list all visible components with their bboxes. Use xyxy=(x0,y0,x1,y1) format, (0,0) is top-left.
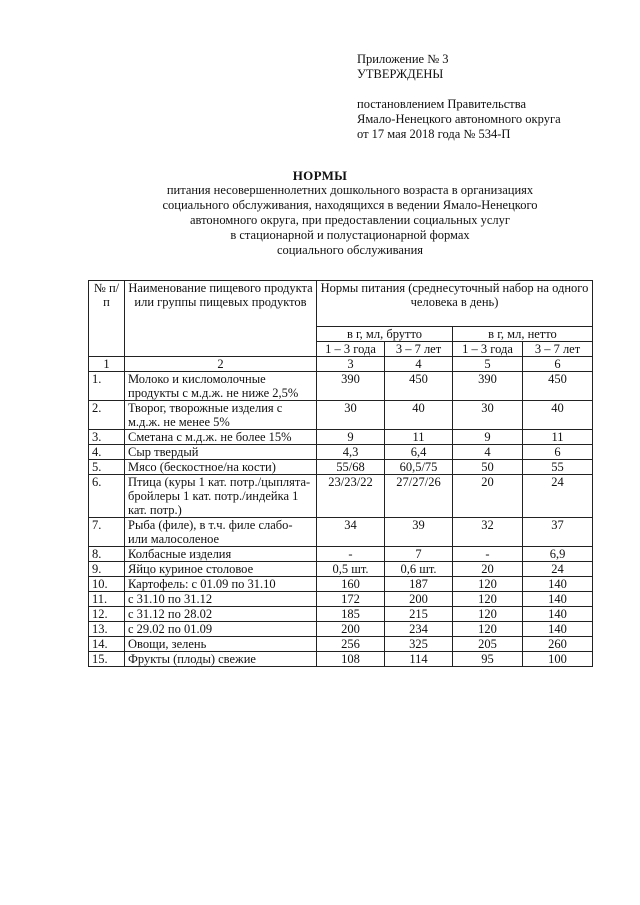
net-1-3: 20 xyxy=(453,475,523,518)
approved-label: УТВЕРЖДЕНЫ xyxy=(357,67,444,81)
net-1-3: 120 xyxy=(453,607,523,622)
row-number: 11. xyxy=(89,592,125,607)
gross-3-7: 450 xyxy=(385,372,453,401)
row-number: 6. xyxy=(89,475,125,518)
gross-1-3: 185 xyxy=(317,607,385,622)
decree-line: от 17 мая 2018 года № 534-П xyxy=(357,127,511,141)
product-name: Птица (куры 1 кат. потр./цыплята-бройлеры 1 кат. потр./индейка 1 кат. потр.) xyxy=(125,475,317,518)
net-1-3: 95 xyxy=(453,652,523,667)
header-age: 1 – 3 года xyxy=(317,342,385,357)
column-number: 6 xyxy=(523,357,593,372)
row-number: 8. xyxy=(89,547,125,562)
product-name: с 29.02 по 01.09 xyxy=(125,622,317,637)
table-row xyxy=(89,637,593,652)
net-3-7: 450 xyxy=(523,372,593,401)
column-number: 4 xyxy=(385,357,453,372)
gross-1-3: 4,3 xyxy=(317,445,385,460)
net-1-3: 32 xyxy=(453,518,523,547)
gross-3-7: 325 xyxy=(385,637,453,652)
net-1-3: 4 xyxy=(453,445,523,460)
net-1-3: 120 xyxy=(453,622,523,637)
product-name: Молоко и кисломолочные продукты с м.д.ж. не ниже 2,5% xyxy=(125,372,317,401)
net-1-3: 205 xyxy=(453,637,523,652)
row-number: 3. xyxy=(89,430,125,445)
gross-1-3: 0,5 шт. xyxy=(317,562,385,577)
subtitle-line: социального обслуживания xyxy=(276,243,424,257)
row-number: 2. xyxy=(89,401,125,430)
table-row xyxy=(89,460,593,475)
net-3-7: 6,9 xyxy=(523,547,593,562)
product-name: Творог, творожные изделия с м.д.ж. не менее 5% xyxy=(125,401,317,430)
table-row xyxy=(89,652,593,667)
table-row xyxy=(89,547,593,562)
gross-1-3: 390 xyxy=(317,372,385,401)
product-name: Сметана с м.д.ж. не более 15% xyxy=(125,430,317,445)
product-name: с 31.12 по 28.02 xyxy=(125,607,317,622)
product-name: Яйцо куриное столовое xyxy=(125,562,317,577)
net-1-3: - xyxy=(453,547,523,562)
row-number: 9. xyxy=(89,562,125,577)
product-name: Мясо (бескостное/на кости) xyxy=(125,460,317,475)
table-row xyxy=(89,430,593,445)
product-name: Рыба (филе), в т.ч. филе слабо- или малосоленое xyxy=(125,518,317,547)
table-row xyxy=(89,372,593,401)
product-name: Овощи, зелень xyxy=(125,637,317,652)
row-number: 15. xyxy=(89,652,125,667)
row-number: 13. xyxy=(89,622,125,637)
gross-3-7: 40 xyxy=(385,401,453,430)
row-number: 4. xyxy=(89,445,125,460)
net-3-7: 24 xyxy=(523,475,593,518)
document-subtitle xyxy=(90,183,610,258)
row-number: 12. xyxy=(89,607,125,622)
product-name: Картофель: с 01.09 по 31.10 xyxy=(125,577,317,592)
net-3-7: 140 xyxy=(523,607,593,622)
approval-block xyxy=(357,52,561,142)
table-row xyxy=(89,577,593,592)
subtitle-line: питания несовершеннолетних дошкольного возраста в организациях xyxy=(166,183,534,197)
decree-line: постановлением Правительства xyxy=(357,97,527,111)
gross-3-7: 200 xyxy=(385,592,453,607)
table-row xyxy=(89,592,593,607)
decree-line: Ямало-Ненецкого автономного округа xyxy=(357,112,561,126)
header-norms: Нормы питания (среднесуточный набор на одного человека в день) xyxy=(317,281,593,327)
gross-3-7: 215 xyxy=(385,607,453,622)
gross-3-7: 0,6 шт. xyxy=(385,562,453,577)
header-age: 3 – 7 лет xyxy=(523,342,593,357)
gross-3-7: 27/27/26 xyxy=(385,475,453,518)
gross-1-3: 256 xyxy=(317,637,385,652)
table-row xyxy=(89,518,593,547)
net-3-7: 6 xyxy=(523,445,593,460)
gross-3-7: 11 xyxy=(385,430,453,445)
table-row xyxy=(89,562,593,577)
gross-1-3: 108 xyxy=(317,652,385,667)
net-1-3: 120 xyxy=(453,577,523,592)
gross-3-7: 234 xyxy=(385,622,453,637)
gross-1-3: 55/68 xyxy=(317,460,385,475)
net-3-7: 140 xyxy=(523,592,593,607)
net-3-7: 100 xyxy=(523,652,593,667)
header-net: в г, мл, нетто xyxy=(453,327,593,342)
gross-3-7: 6,4 xyxy=(385,445,453,460)
header-product-name: Наименование пищевого продукта или группы пищевых продуктов xyxy=(125,281,317,357)
net-3-7: 11 xyxy=(523,430,593,445)
column-number: 1 xyxy=(89,357,125,372)
subtitle-line: социального обслуживания, находящихся в ведении Ямало-Ненецкого xyxy=(162,198,538,212)
net-1-3: 390 xyxy=(453,372,523,401)
gross-3-7: 114 xyxy=(385,652,453,667)
net-3-7: 140 xyxy=(523,577,593,592)
appendix-label: Приложение № 3 xyxy=(357,52,449,66)
subtitle-line: автономного округа, при предоставлении социальных услуг xyxy=(189,213,511,227)
subtitle-line: в стационарной и полустационарной формах xyxy=(230,228,470,242)
row-number: 10. xyxy=(89,577,125,592)
row-number: 1. xyxy=(89,372,125,401)
table-row xyxy=(89,622,593,637)
net-3-7: 55 xyxy=(523,460,593,475)
table-row xyxy=(89,607,593,622)
table-row xyxy=(89,401,593,430)
gross-1-3: - xyxy=(317,547,385,562)
gross-1-3: 172 xyxy=(317,592,385,607)
gross-1-3: 160 xyxy=(317,577,385,592)
column-number: 3 xyxy=(317,357,385,372)
net-1-3: 9 xyxy=(453,430,523,445)
net-3-7: 24 xyxy=(523,562,593,577)
net-1-3: 30 xyxy=(453,401,523,430)
table-row xyxy=(89,445,593,460)
header-gross: в г, мл, брутто xyxy=(317,327,453,342)
gross-1-3: 9 xyxy=(317,430,385,445)
gross-3-7: 187 xyxy=(385,577,453,592)
gross-1-3: 23/23/22 xyxy=(317,475,385,518)
table-row xyxy=(89,475,593,518)
net-3-7: 140 xyxy=(523,622,593,637)
net-3-7: 37 xyxy=(523,518,593,547)
product-name: Колбасные изделия xyxy=(125,547,317,562)
net-3-7: 40 xyxy=(523,401,593,430)
gross-3-7: 60,5/75 xyxy=(385,460,453,475)
product-name: Сыр твердый xyxy=(125,445,317,460)
gross-1-3: 34 xyxy=(317,518,385,547)
net-1-3: 120 xyxy=(453,592,523,607)
product-name: с 31.10 по 31.12 xyxy=(125,592,317,607)
gross-1-3: 30 xyxy=(317,401,385,430)
header-num: № п/п xyxy=(89,281,125,357)
header-age: 1 – 3 года xyxy=(453,342,523,357)
column-number: 2 xyxy=(125,357,317,372)
column-number: 5 xyxy=(453,357,523,372)
net-1-3: 50 xyxy=(453,460,523,475)
row-number: 5. xyxy=(89,460,125,475)
header-age: 3 – 7 лет xyxy=(385,342,453,357)
product-name: Фрукты (плоды) свежие xyxy=(125,652,317,667)
table-body xyxy=(89,372,593,667)
gross-3-7: 39 xyxy=(385,518,453,547)
row-number: 14. xyxy=(89,637,125,652)
net-3-7: 260 xyxy=(523,637,593,652)
gross-3-7: 7 xyxy=(385,547,453,562)
gross-1-3: 200 xyxy=(317,622,385,637)
document-title: НОРМЫ xyxy=(292,168,348,183)
nutrition-norms-table xyxy=(88,280,593,667)
row-number: 7. xyxy=(89,518,125,547)
net-1-3: 20 xyxy=(453,562,523,577)
